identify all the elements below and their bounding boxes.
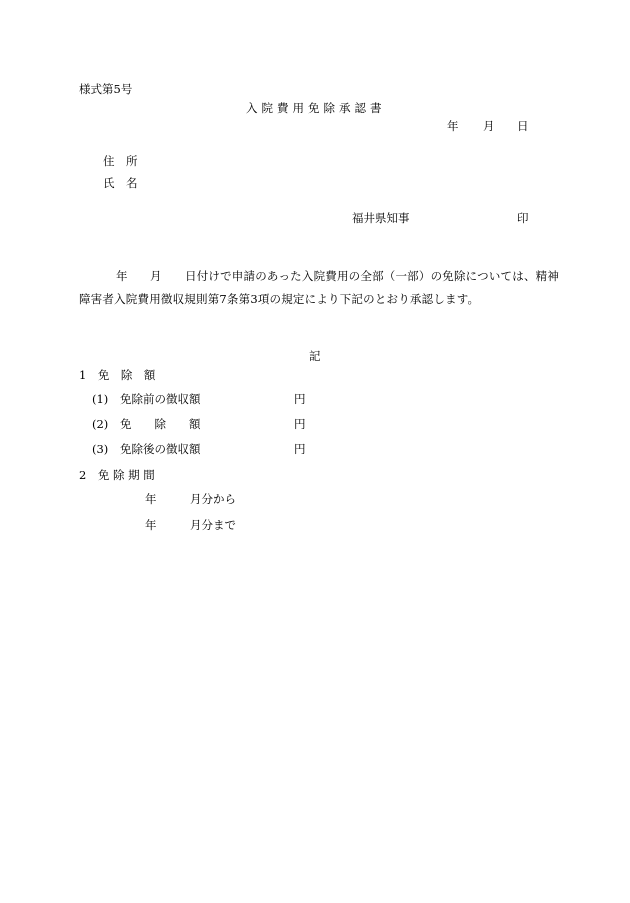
body-line-1: 日付けで申請のあった入院費用の全部（一部）の免除については、精神 [185, 269, 560, 283]
date-year-label: 年 [447, 119, 459, 133]
item-1-number: (1) [92, 392, 109, 406]
period-from-year: 年 [145, 492, 157, 506]
body-month-label: 月 [150, 269, 162, 283]
item-2-number: (2) [92, 417, 109, 431]
body-year-label: 年 [116, 269, 128, 283]
section-1-heading: 1 免 除 額 [79, 368, 156, 382]
period-to-month: 月分まで [190, 518, 236, 532]
item-1-unit: 円 [294, 392, 306, 406]
item-2-label: 免 除 額 [120, 417, 201, 431]
date-month-label: 月 [483, 119, 495, 133]
address-label: 住 所 [103, 154, 138, 168]
seal-mark: 印 [517, 211, 529, 225]
item-3-unit: 円 [294, 442, 306, 456]
body-line-2: 障害者入院費用徴収規則第7条第3項の規定により下記のとおり承認します。 [79, 292, 480, 306]
document-title: 入院費用免除承認書 [246, 101, 386, 115]
name-label: 氏 名 [103, 176, 138, 190]
item-1-label: 免除前の徴収額 [120, 392, 201, 406]
ki-heading: 記 [309, 349, 321, 363]
section-2-heading: 2 免 除 期 間 [79, 468, 155, 482]
form-number: 様式第5号 [79, 82, 133, 96]
period-to-year: 年 [145, 518, 157, 532]
period-from-month: 月分から [190, 492, 236, 506]
issuer-name: 福井県知事 [352, 211, 410, 225]
item-2-unit: 円 [294, 417, 306, 431]
date-day-label: 日 [517, 119, 529, 133]
item-3-number: (3) [92, 442, 109, 456]
item-3-label: 免除後の徴収額 [120, 442, 201, 456]
